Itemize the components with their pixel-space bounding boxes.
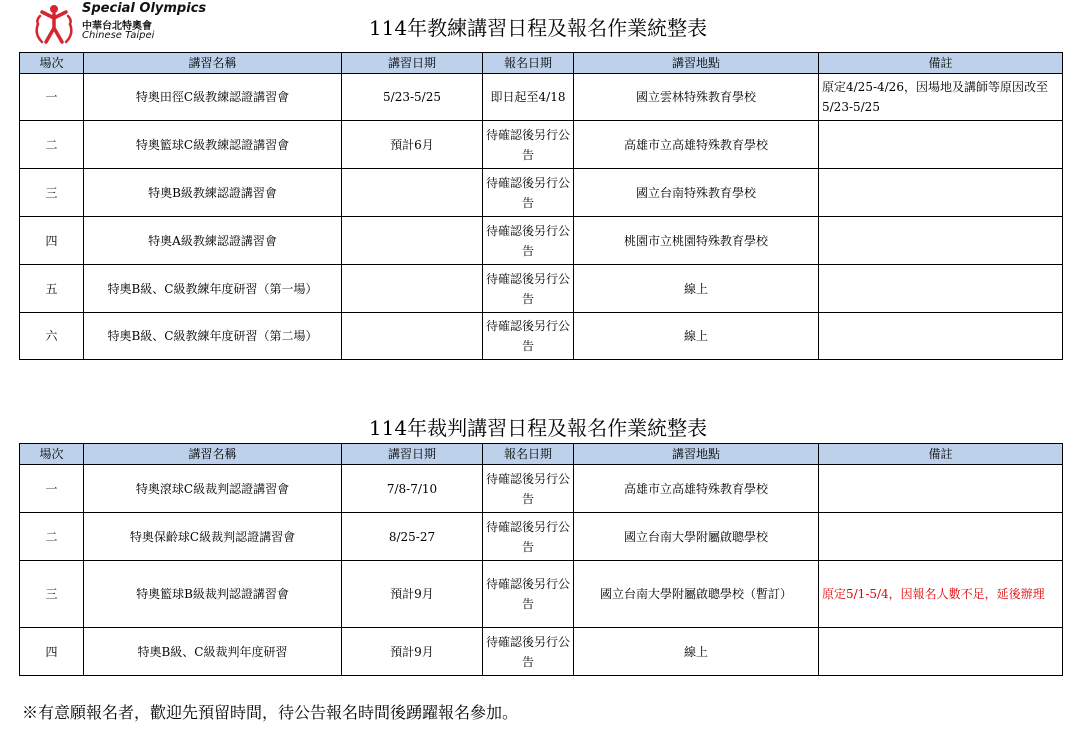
registration-cell: 待確認後另行公告 bbox=[483, 628, 574, 676]
location-cell: 國立台南大學附屬啟聰學校（暫訂） bbox=[574, 561, 819, 628]
course-name-cell: 特奧田徑C級教練認證講習會 bbox=[84, 74, 342, 121]
remarks-cell bbox=[819, 465, 1063, 513]
session-cell: 四 bbox=[20, 217, 84, 265]
registration-cell: 待確認後另行公告 bbox=[483, 121, 574, 169]
registration-cell: 待確認後另行公告 bbox=[483, 313, 574, 360]
table-row bbox=[20, 265, 1063, 313]
location-cell: 桃園市立桃園特殊教育學校 bbox=[574, 217, 819, 265]
course-name-cell: 特奧B級、C級裁判年度研習 bbox=[84, 628, 342, 676]
referee-schedule-table bbox=[19, 443, 1063, 676]
header-date: 講習日期 bbox=[342, 444, 483, 465]
course-date-cell: 預計9月 bbox=[342, 628, 483, 676]
location-cell: 線上 bbox=[574, 265, 819, 313]
remarks-cell bbox=[819, 513, 1063, 561]
location-cell: 國立台南大學附屬啟聰學校 bbox=[574, 513, 819, 561]
remarks-cell: 原定4/25-4/26，因場地及講師等原因改至5/23-5/25 bbox=[819, 74, 1063, 121]
course-name-cell: 特奧籃球B級裁判認證講習會 bbox=[84, 561, 342, 628]
header-remarks: 備註 bbox=[819, 444, 1063, 465]
course-name-cell: 特奧保齡球C級裁判認證講習會 bbox=[84, 513, 342, 561]
location-cell: 高雄市立高雄特殊教育學校 bbox=[574, 121, 819, 169]
registration-cell: 待確認後另行公告 bbox=[483, 217, 574, 265]
course-name-cell: 特奧籃球C級教練認證講習會 bbox=[84, 121, 342, 169]
footnote: ※有意願報名者，歡迎先預留時間，待公告報名時間後踴躍報名參加。 bbox=[22, 703, 519, 722]
header-location: 講習地點 bbox=[574, 444, 819, 465]
course-date-cell: 預計9月 bbox=[342, 561, 483, 628]
table-header-row bbox=[20, 444, 1063, 465]
remarks-cell bbox=[819, 628, 1063, 676]
location-cell: 線上 bbox=[574, 628, 819, 676]
header-date: 講習日期 bbox=[342, 53, 483, 74]
course-name-cell: 特奧A級教練認證講習會 bbox=[84, 217, 342, 265]
remarks-cell bbox=[819, 121, 1063, 169]
remarks-cell bbox=[819, 217, 1063, 265]
course-date-cell: 8/25-27 bbox=[342, 513, 483, 561]
course-name-cell: 特奧B級、C級教練年度研習（第二場） bbox=[84, 313, 342, 360]
org-name-en: Chinese Taipei bbox=[82, 30, 155, 41]
registration-cell: 待確認後另行公告 bbox=[483, 465, 574, 513]
registration-cell: 即日起至4/18 bbox=[483, 74, 574, 121]
course-date-cell bbox=[342, 313, 483, 360]
location-cell: 國立雲林特殊教育學校 bbox=[574, 74, 819, 121]
coach-table-title: 114年教練講習日程及報名作業統整表 bbox=[368, 16, 708, 40]
table-header-row bbox=[20, 53, 1063, 74]
header-registration: 報名日期 bbox=[483, 53, 574, 74]
remarks-cell: 原定5/1-5/4，因報名人數不足，延後辦理 bbox=[819, 561, 1063, 628]
table-row bbox=[20, 465, 1063, 513]
course-name-cell: 特奧B級、C級教練年度研習（第一場） bbox=[84, 265, 342, 313]
course-date-cell: 5/23-5/25 bbox=[342, 74, 483, 121]
referee-table-title: 114年裁判講習日程及報名作業統整表 bbox=[368, 416, 708, 440]
header-name: 講習名稱 bbox=[84, 53, 342, 74]
session-cell: 四 bbox=[20, 628, 84, 676]
course-date-cell bbox=[342, 217, 483, 265]
registration-cell: 待確認後另行公告 bbox=[483, 561, 574, 628]
session-cell: 二 bbox=[20, 121, 84, 169]
header-session: 場次 bbox=[20, 444, 84, 465]
session-cell: 六 bbox=[20, 313, 84, 360]
table-row bbox=[20, 313, 1063, 360]
course-date-cell bbox=[342, 265, 483, 313]
registration-cell: 待確認後另行公告 bbox=[483, 513, 574, 561]
course-date-cell bbox=[342, 169, 483, 217]
session-cell: 三 bbox=[20, 561, 84, 628]
session-cell: 二 bbox=[20, 513, 84, 561]
remarks-cell bbox=[819, 313, 1063, 360]
table-row bbox=[20, 74, 1063, 121]
session-cell: 一 bbox=[20, 465, 84, 513]
coach-schedule-table bbox=[19, 52, 1063, 360]
table-row bbox=[20, 121, 1063, 169]
session-cell: 五 bbox=[20, 265, 84, 313]
location-cell: 高雄市立高雄特殊教育學校 bbox=[574, 465, 819, 513]
table-row bbox=[20, 628, 1063, 676]
header-name: 講習名稱 bbox=[84, 444, 342, 465]
course-name-cell: 特奧B級教練認證講習會 bbox=[84, 169, 342, 217]
brand-name: Special Olympics bbox=[82, 1, 207, 16]
header-registration: 報名日期 bbox=[483, 444, 574, 465]
session-cell: 一 bbox=[20, 74, 84, 121]
header-location: 講習地點 bbox=[574, 53, 819, 74]
registration-cell: 待確認後另行公告 bbox=[483, 169, 574, 217]
header-session: 場次 bbox=[20, 53, 84, 74]
location-cell: 國立台南特殊教育學校 bbox=[574, 169, 819, 217]
session-cell: 三 bbox=[20, 169, 84, 217]
header-remarks: 備註 bbox=[819, 53, 1063, 74]
course-name-cell: 特奧滾球C級裁判認證講習會 bbox=[84, 465, 342, 513]
remarks-cell bbox=[819, 169, 1063, 217]
table-row bbox=[20, 217, 1063, 265]
table-row bbox=[20, 169, 1063, 217]
remarks-cell bbox=[819, 265, 1063, 313]
course-date-cell: 7/8-7/10 bbox=[342, 465, 483, 513]
table-row bbox=[20, 561, 1063, 628]
table-row bbox=[20, 513, 1063, 561]
registration-cell: 待確認後另行公告 bbox=[483, 265, 574, 313]
location-cell: 線上 bbox=[574, 313, 819, 360]
org-name-zh: 中華台北特奧會 bbox=[82, 21, 152, 32]
course-date-cell: 預計6月 bbox=[342, 121, 483, 169]
